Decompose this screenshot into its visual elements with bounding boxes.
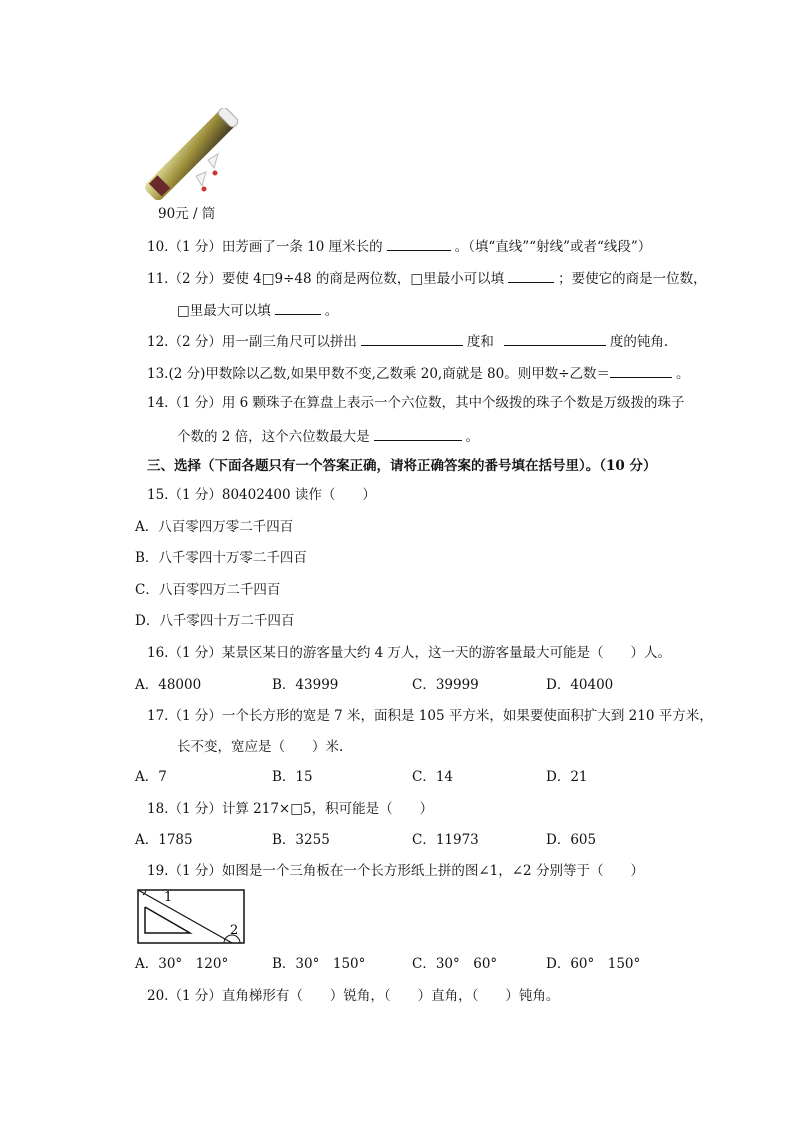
q14-text-end: 。: [465, 429, 480, 445]
q10-text: 10.（1 分）田芳画了一条 10 厘米长的: [147, 239, 383, 255]
answer-blank[interactable]: [361, 331, 463, 346]
option-b[interactable]: B．3255: [272, 832, 330, 848]
question-11-cont: [177, 300, 338, 320]
question-20: 20.（1 分）直角梯形有（ ）锐角，（ ）直角，（ ）钝角。: [147, 988, 560, 1004]
section-3-heading: 三、选择（下面各题只有一个答案正确，请将正确答案的番号填在括号里）。（10 分）: [147, 458, 657, 474]
shuttlecock-tube-image: [138, 108, 243, 200]
option-b[interactable]: B．30° 150°: [272, 956, 366, 972]
option-a[interactable]: A．30° 120°: [135, 956, 229, 972]
option-a[interactable]: A．7: [135, 769, 167, 785]
answer-blank[interactable]: [387, 236, 451, 251]
question-14-cont: [177, 426, 479, 446]
q12-text-end: 度的钝角.: [609, 334, 669, 350]
q11-text-mid: ；要使它的商是一位数，: [558, 271, 707, 287]
question-19: 19.（1 分）如图是一个三角板在一个长方形纸上拼的图∠1，∠2 分别等于（ ）: [147, 863, 644, 879]
option-a[interactable]: A．八百零四万零二千四百: [135, 519, 294, 535]
question-12: [147, 331, 668, 351]
question-17: 17.（1 分）一个长方形的宽是 7 米，面积是 105 平方米，如果要使面积扩大到 210 平方米，: [147, 708, 713, 724]
image-caption: 90元 / 筒: [158, 206, 216, 222]
question-18: 18.（1 分）计算 217×□5，积可能是（ ）: [147, 801, 434, 817]
q10-text-end: 。（填“直线”“射线”或者“线段”）: [454, 239, 652, 255]
q11-text: 11.（2 分）要使 4□9÷48 的商是两位数，□里最小可以填: [147, 271, 505, 287]
option-d[interactable]: D．605: [546, 832, 597, 848]
option-c[interactable]: C．14: [412, 769, 454, 785]
answer-blank[interactable]: [508, 268, 554, 283]
q12-text: 12.（2 分）用一副三角尺可以拼出: [147, 334, 357, 350]
q11-text-end: 。: [324, 303, 339, 319]
option-d[interactable]: D．40400: [546, 677, 614, 693]
q13-text: 13.(2 分)甲数除以乙数,如果甲数不变,乙数乘 20,商就是 80。则甲数÷乙数＝: [147, 366, 611, 382]
option-d[interactable]: D．八千零四十万二千四百: [135, 613, 295, 629]
option-b[interactable]: B．15: [272, 769, 313, 785]
question-15: 15.（1 分）80402400 读作（ ）: [147, 487, 376, 503]
option-b[interactable]: B．八千零四十万零二千四百: [135, 550, 307, 566]
q14-text: 14.（1 分）用 6 颗珠子在算盘上表示一个六位数，其中个级拨的珠子个数是万级拨的珠子: [147, 395, 685, 411]
question-14: [147, 394, 685, 412]
option-c[interactable]: C．39999: [412, 677, 479, 693]
triangle-rectangle-figure: [136, 888, 248, 946]
option-d[interactable]: D．60° 150°: [546, 956, 641, 972]
q13-text-end: 。: [676, 366, 690, 382]
answer-blank[interactable]: [610, 363, 672, 378]
answer-blank[interactable]: [275, 300, 321, 315]
question-16: 16.（1 分）某景区某日的游客量大约 4 万人，这一天的游客量最大可能是（ ）人。: [147, 645, 672, 661]
angle-1-label: 1: [164, 890, 173, 905]
question-10: [147, 236, 651, 256]
option-c[interactable]: C．30° 60°: [412, 956, 498, 972]
answer-blank[interactable]: [374, 426, 462, 441]
option-d[interactable]: D．21: [546, 769, 588, 785]
q12-text-mid: 度和: [466, 334, 494, 350]
answer-blank[interactable]: [504, 331, 606, 346]
option-c[interactable]: C．11973: [412, 832, 479, 848]
q14-text-2: 个数的 2 倍，这个六位数最大是: [177, 429, 370, 445]
question-17-cont: 长不变，宽应是（ ）米.: [177, 739, 344, 755]
option-b[interactable]: B．43999: [272, 677, 339, 693]
option-a[interactable]: A．1785: [135, 832, 193, 848]
option-c[interactable]: C．八百零四万二千四百: [135, 582, 281, 598]
option-a[interactable]: A．48000: [135, 677, 202, 693]
question-11: [147, 268, 707, 288]
q11-text-2: □里最大可以填: [177, 303, 271, 319]
question-13: [147, 363, 690, 383]
angle-2-label: 2: [230, 923, 239, 938]
